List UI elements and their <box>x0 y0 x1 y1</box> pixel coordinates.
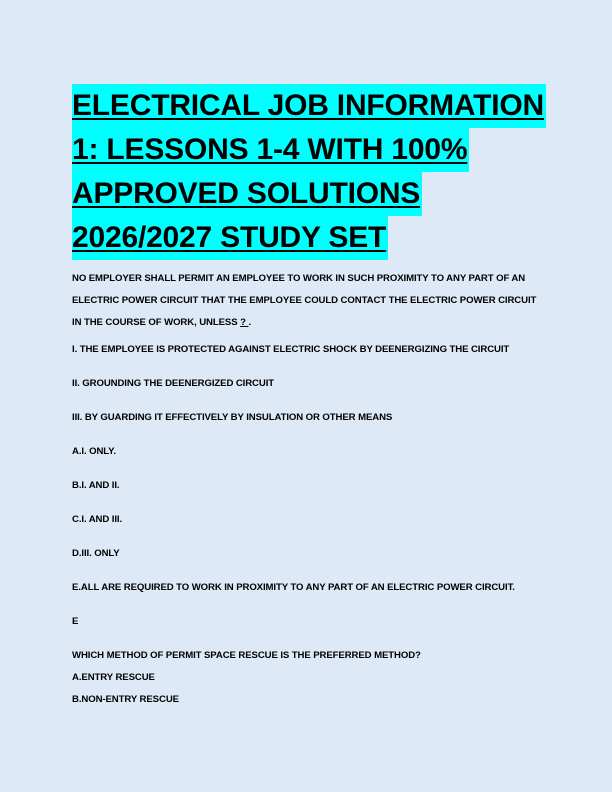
statement-1: I. THE EMPLOYEE IS PROTECTED AGAINST ELECTRIC SHOCK BY DEENERGIZING THE CIRCUIT <box>72 344 510 355</box>
option-c: C.I. AND III. <box>72 514 123 525</box>
question-1 <box>72 268 542 334</box>
document-title <box>72 84 545 260</box>
question-1-blank: ? <box>240 317 249 328</box>
q2-option-a: A.ENTRY RESCUE <box>72 672 155 683</box>
answer-1: E <box>72 616 79 627</box>
statement-3: III. BY GUARDING IT EFFECTIVELY BY INSULATION OR OTHER MEANS <box>72 412 393 423</box>
q2-option-b: B.NON-ENTRY RESCUE <box>72 694 179 705</box>
question-1-end: . <box>248 317 252 328</box>
option-e: E.ALL ARE REQUIRED TO WORK IN PROXIMITY TO ANY PART OF AN ELECTRIC POWER CIRCUIT. <box>72 582 515 593</box>
title-line-4: 2026/2027 STUDY SET <box>72 216 388 260</box>
question-2-text: WHICH METHOD OF PERMIT SPACE RESCUE IS THE PREFERRED METHOD? <box>72 650 421 661</box>
question-1-text: NO EMPLOYER SHALL PERMIT AN EMPLOYEE TO WORK IN SUCH PROXIMITY TO ANY PART OF AN ELECTRIC POWER CIRCUIT THAT THE EMPLOYEE COULD CONTACT THE ELECTRIC POWER CIRCUIT IN THE COURSE OF WORK, UNLESS <box>72 273 537 328</box>
option-a: A.I. ONLY. <box>72 446 116 457</box>
option-d: D.III. ONLY <box>72 548 120 559</box>
document-page <box>72 84 545 706</box>
title-line-2: 1: LESSONS 1-4 WITH 100% <box>72 128 469 172</box>
statement-2: II. GROUNDING THE DEENERGIZED CIRCUIT <box>72 378 275 389</box>
title-line-1: ELECTRICAL JOB INFORMATION <box>72 84 546 128</box>
title-line-3: APPROVED SOLUTIONS <box>72 172 422 216</box>
option-b: B.I. AND II. <box>72 480 120 491</box>
